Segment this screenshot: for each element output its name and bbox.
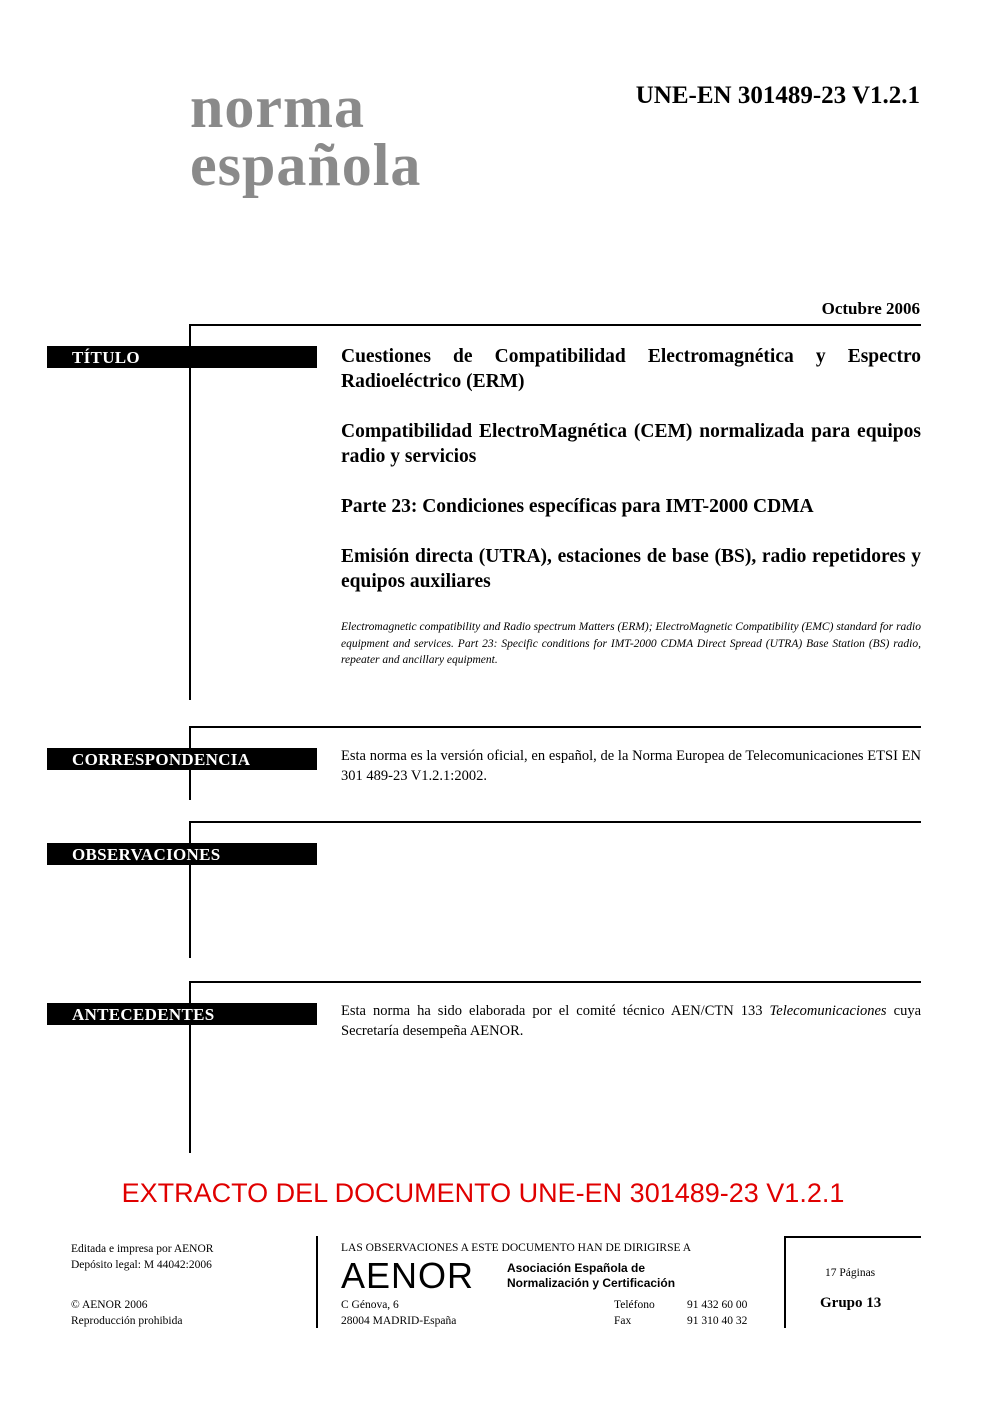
observaciones-left-rule	[189, 821, 191, 958]
document-code: UNE-EN 301489-23 V1.2.1	[635, 82, 920, 109]
title-line-3: Parte 23: Condiciones específicas para IMT-2000 CDMA	[341, 496, 814, 517]
extract-notice: EXTRACTO DEL DOCUMENTO UNE-EN 301489-23 V1.2.1	[121, 1178, 845, 1208]
document-date: Octubre 2006	[821, 299, 920, 318]
address-line-2: 28004 MADRID-España	[341, 1315, 457, 1327]
titulo-label: TÍTULO	[47, 346, 317, 368]
footer-box-left-rule	[784, 1236, 786, 1328]
copyright-text: © AENOR 2006	[71, 1299, 148, 1311]
price-group: Grupo 13	[820, 1295, 882, 1311]
correspondencia-label: CORRESPONDENCIA	[47, 748, 317, 770]
antecedentes-top-rule	[189, 981, 921, 983]
footer-copyright	[71, 1297, 182, 1329]
aenor-description-line-2: Normalización y Certificación	[507, 1276, 676, 1290]
correspondencia-text: Esta norma es la versión oficial, en español, de la Norma Europea de Telecomunicaciones ETSI EN 301 489-23 V1.2.1:2002.	[341, 748, 921, 784]
antecedentes-committee-name: Telecomunicaciones	[769, 1003, 887, 1019]
correspondencia-top-rule	[189, 726, 921, 728]
observations-header: LAS OBSERVACIONES A ESTE DOCUMENTO HAN DE DIRIGIRSE A	[341, 1242, 692, 1254]
title-line-2: Compatibilidad ElectroMagnética (CEM) normalizada para equipos radio y servicios	[341, 421, 921, 467]
footer-divider-left	[316, 1236, 318, 1328]
fax-label: Fax	[614, 1315, 632, 1327]
antecedentes-text-end: cuya Secretaría desempeña AENOR.	[341, 1003, 922, 1039]
aenor-logo: AENOR	[341, 1255, 475, 1296]
english-title: Electromagnetic compatibility and Radio spectrum Matters (ERM); ElectroMagnetic Compatibility (EMC) standard for radio equipment and services. Part 23: Specific conditions for IMT-2000 CDMA Direct Spread (UTRA) Base Station (BS) radio, repeater and ancillary equipment.	[341, 621, 921, 666]
titulo-top-rule	[189, 324, 921, 326]
title-line-1: Cuestiones de Compatibilidad Electromagnética y Espectro Radioeléctrico (ERM)	[341, 346, 921, 392]
footer-box-top-rule	[784, 1236, 921, 1238]
observaciones-top-rule	[189, 821, 921, 823]
aenor-address	[341, 1297, 456, 1329]
aenor-description	[507, 1261, 675, 1291]
titulo-left-rule	[189, 324, 191, 700]
brand-title	[190, 74, 422, 198]
aenor-description-line-1: Asociación Española de	[507, 1261, 646, 1275]
fax-number: 91 310 40 32	[687, 1315, 748, 1327]
deposit-text: Depósito legal: M 44042:2006	[71, 1259, 212, 1271]
observaciones-label: OBSERVACIONES	[47, 843, 317, 865]
edition-text: Editada e impresa por AENOR	[71, 1243, 214, 1255]
phone-label: Teléfono	[614, 1299, 655, 1311]
title-block	[341, 344, 921, 669]
brand-line-1: norma	[190, 74, 365, 140]
title-line-4: Emisión directa (UTRA), estaciones de base (BS), radio repetidores y equipos auxiliares	[341, 546, 921, 592]
footer-edition	[71, 1241, 213, 1273]
brand-line-2: española	[190, 132, 422, 198]
antecedentes-text-start: Esta norma ha sido elaborada por el comité técnico AEN/CTN 133	[341, 1003, 770, 1019]
antecedentes-label: ANTECEDENTES	[47, 1003, 317, 1025]
address-line-1: C Génova, 6	[341, 1299, 399, 1311]
phone-number: 91 432 60 00	[687, 1299, 748, 1311]
contact-numbers	[687, 1297, 747, 1329]
contact-labels	[614, 1297, 655, 1329]
reproduction-text: Reproducción prohibida	[71, 1315, 183, 1327]
antecedentes-text	[341, 1001, 921, 1041]
page-count: 17 Páginas	[825, 1267, 876, 1279]
